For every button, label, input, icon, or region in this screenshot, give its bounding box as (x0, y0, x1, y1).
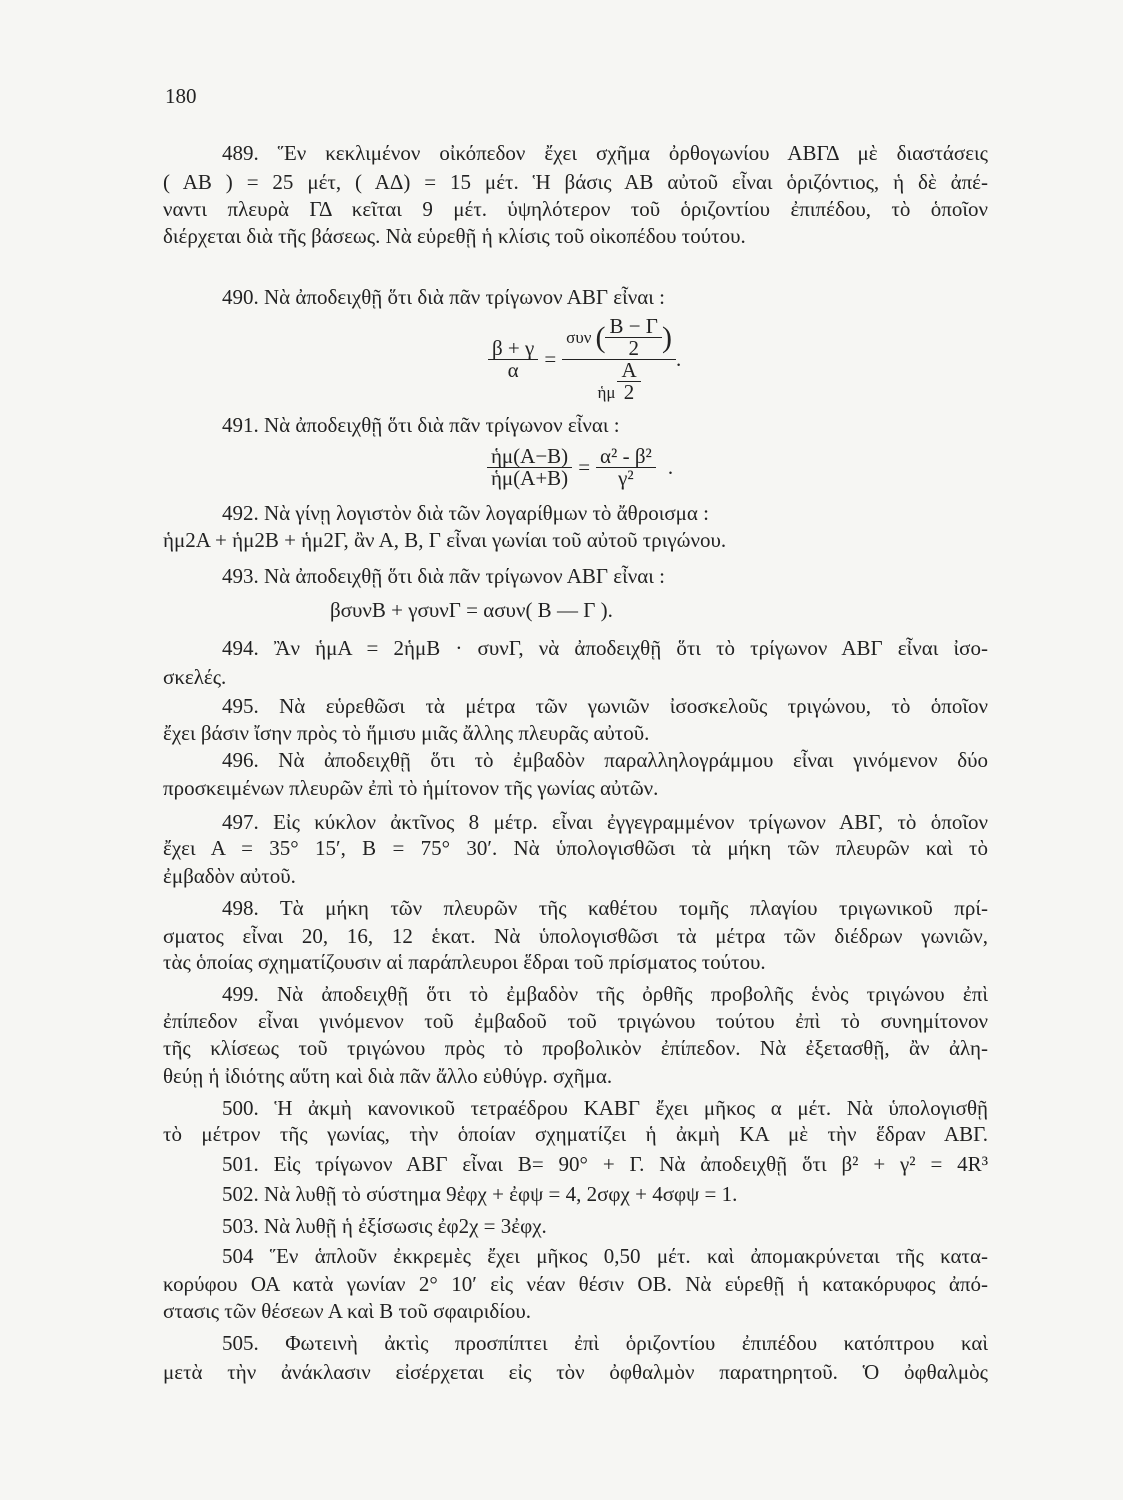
denominator (593, 360, 644, 403)
numerator (562, 316, 676, 360)
problem-495-line: ἔχει βάσιν ἴσην πρὸς τὸ ἥμισυ μιᾶς ἄλλης πλευρᾶς αὐτοῦ. (163, 721, 650, 745)
problem-497-line: ἐμβαδὸν αὐτοῦ. (163, 864, 296, 888)
problem-499-line: ἐπίπεδον εἶναι γινόμενον τοῦ ἐμβαδοῦ τοῦ τριγώνου τούτου ἐπὶ τὸ συνημίτονον (163, 1009, 988, 1033)
problem-493-first-line: 493. Νὰ ἀποδειχθῇ ὅτι διὰ πᾶν τρίγωνον ΑΒΓ εἶναι : (222, 564, 665, 588)
fraction (488, 338, 538, 381)
denominator: 2 (623, 380, 635, 404)
problem-496-first-line: 496. Νὰ ἀποδειχθῇ ὅτι τὸ ἐμβαδὸν παραλληλογράμμου εἶναι γινόμενον δύο (222, 748, 988, 772)
numerator: Β − Γ (605, 316, 662, 338)
problem-489-line: ναντι πλευρὰ ΓΔ κεῖται 9 μέτ. ὑψηλότερον τοῦ ὁριζοντίου ἐπιπέδου, τὸ ὁποῖον (163, 197, 988, 221)
problem-496-line: προσκειμένων πλευρῶν ἐπὶ τὸ ἡμίτονον τῆς γωνίας αὐτῶν. (163, 776, 659, 800)
problem-501-first-line: 501. Εἰς τρίγωνον ΑΒΓ εἶναι Β= 90° + Γ. Νὰ ἀποδειχθῇ ὅτι β² + γ² = 4R³ (222, 1152, 988, 1176)
problem-498-line: σματος εἶναι 20, 16, 12 ἑκατ. Νὰ ὑπολογισθῶσι τὰ μέτρα τῶν διέδρων γωνιῶν, (163, 924, 988, 948)
problem-490-first-line: 490. Νὰ ἀποδειχθῇ ὅτι διὰ πᾶν τρίγωνον ΑΒΓ εἶναι : (222, 285, 665, 309)
problem-489-line: διέρχεται διὰ τῆς βάσεως. Νὰ εὑρεθῇ ἡ κλίσις τοῦ οἰκοπέδου τούτου. (163, 224, 746, 248)
denominator: 2 (628, 336, 639, 360)
denominator: α (507, 358, 519, 382)
problem-499-line: θεύῃ ἡ ἰδιότης αὕτη καὶ διὰ πᾶν ἄλλο εὐθύγρ. σχῆμα. (163, 1064, 613, 1088)
problem-494-line: σκελές. (163, 665, 227, 689)
problem-504-line: στασις τῶν θέσεων Α καὶ Β τοῦ σφαιριδίου. (163, 1299, 532, 1323)
problem-491-first-line: 491. Νὰ ἀποδειχθῇ ὅτι διὰ πᾶν τρίγωνον εἶναι : (222, 413, 620, 437)
fraction (596, 446, 656, 489)
problem-502-first-line: 502. Νὰ λυθῇ τὸ σύστημα 9ἐφχ + ἐφψ = 4, 2σφχ + 4σφψ = 1. (222, 1182, 738, 1206)
problem-489-first-line: 489. Ἕν κεκλιμένον οἰκόπεδον ἔχει σχῆμα ὀρθογωνίου ΑΒΓΔ μὲ διαστάσεις (222, 141, 988, 165)
problem-497-line: ἔχει Α = 35° 15′, Β = 75° 30′. Νὰ ὑπολογισθῶσι τὰ μήκη τῶν πλευρῶν καὶ τὸ (163, 836, 988, 860)
problem-495-first-line: 495. Νὰ εὑρεθῶσι τὰ μέτρα τῶν γωνιῶν ἰσοσκελοῦς τριγώνου, τὸ ὁποῖον (222, 694, 988, 718)
problem-499-line: τῆς κλίσεως τοῦ τριγώνου πρὸς τὸ προβολικὸν ἐπίπεδον. Νὰ ἐξετασθῇ, ἂν ἀλη- (163, 1036, 988, 1060)
sin-label: ἡμ (597, 383, 616, 402)
page-number: 180 (165, 84, 197, 108)
fraction (617, 360, 640, 403)
numerator: ἡμ(Α−Β) (487, 446, 572, 468)
problem-503-first-line: 503. Νὰ λυθῇ ἡ ἐξίσωσις ἐφ2χ = 3ἐφχ. (222, 1214, 547, 1238)
denominator: ἡμ(Α+Β) (490, 466, 569, 490)
right-paren: ) (661, 320, 672, 354)
problem-499-first-line: 499. Νὰ ἀποδειχθῇ ὅτι τὸ ἐμβαδὸν τῆς ὀρθῆς προβολῆς ἑνὸς τριγώνου ἐπὶ (222, 982, 988, 1006)
problem-504-line: κορύφου ΟΑ κατὰ γωνίαν 2° 10′ εἰς νέαν θέσιν ΟΒ. Νὰ εὑρεθῇ ἡ κατακόρυφος ἀπό- (163, 1272, 988, 1296)
fraction (487, 446, 572, 489)
period: . (667, 455, 674, 479)
numerator: α² - β² (596, 446, 656, 468)
problem-504-first-line: 504 Ἕν ἁπλοῦν ἐκκρεμὲς ἔχει μῆκος 0,50 μέτ. καὶ ἀπομακρύνεται τῆς κατα- (222, 1244, 988, 1268)
equals: = (578, 455, 591, 479)
problem-498-first-line: 498. Τὰ μήκη τῶν πλευρῶν τῆς καθέτου τομῆς πλαγίου τριγωνικοῦ πρί- (222, 896, 988, 920)
problem-505-first-line: 505. Φωτεινὴ ἀκτὶς προσπίπτει ἐπὶ ὁριζοντίου ἐπιπέδου κατόπτρου καὶ (222, 1331, 988, 1355)
equals: = (544, 347, 557, 371)
problem-498-line: τὰς ὁποίας σχηματίζουσιν αἱ παράπλευροι ἕδραι τοῦ πρίσματος τούτου. (163, 950, 766, 974)
left-paren: ( (595, 320, 606, 354)
problem-494-first-line: 494. Ἂν ἡμΑ = 2ἡμΒ · συνΓ, νὰ ἀποδειχθῇ ὅτι τὸ τρίγωνον ΑΒΓ εἶναι ἰσο- (222, 636, 988, 660)
formula-491 (330, 446, 830, 489)
problem-489-line: ( ΑΒ ) = 25 μέτ, ( ΑΔ) = 15 μέτ. Ἡ βάσις ΑΒ αὐτοῦ εἶναι ὁριζόντιος, ἡ δὲ ἀπέ- (163, 170, 988, 194)
problem-500-line: τὸ μέτρον τῆς γωνίας, τὴν ὁποίαν σχηματίζει ἡ ἀκμὴ ΚΑ μὲ τὴν ἕδραν ΑΒΓ. (163, 1122, 988, 1146)
fraction (562, 316, 676, 403)
numerator: β + γ (488, 338, 538, 360)
period: . (675, 347, 682, 371)
denominator: γ² (618, 466, 634, 490)
problem-497-first-line: 497. Εἰς κύκλον ἀκτῖνος 8 μέτρ. εἶναι ἐγγεγραμμένον τρίγωνον ΑΒΓ, τὸ ὁποῖον (222, 810, 988, 834)
problem-500-first-line: 500. Ἡ ἀκμὴ κανονικοῦ τετραέδρου ΚΑΒΓ ἔχει μῆκος α μέτ. Νὰ ὑπολογισθῇ (222, 1096, 988, 1120)
formula-490 (488, 316, 681, 403)
problem-492-line: ἡμ2Α + ἡμ2Β + ἡμ2Γ, ἂν Α, Β, Γ εἶναι γωνίαι τοῦ αὐτοῦ τριγώνου. (163, 528, 727, 552)
formula-493: βσυνΒ + γσυνΓ = ασυν( Β — Γ ). (330, 598, 613, 622)
cos-label: συν (566, 328, 592, 347)
fraction (605, 316, 662, 359)
problem-492-first-line: 492. Νὰ γίνῃ λογιστὸν διὰ τῶν λογαρίθμων τὸ ἄθροισμα : (222, 501, 710, 525)
numerator: Α (617, 360, 640, 382)
problem-505-line: μετὰ τὴν ἀνάκλασιν εἰσέρχεται εἰς τὸν ὀφθαλμὸν παρατηρητοῦ. Ὁ ὀφθαλμὸς (163, 1360, 988, 1384)
